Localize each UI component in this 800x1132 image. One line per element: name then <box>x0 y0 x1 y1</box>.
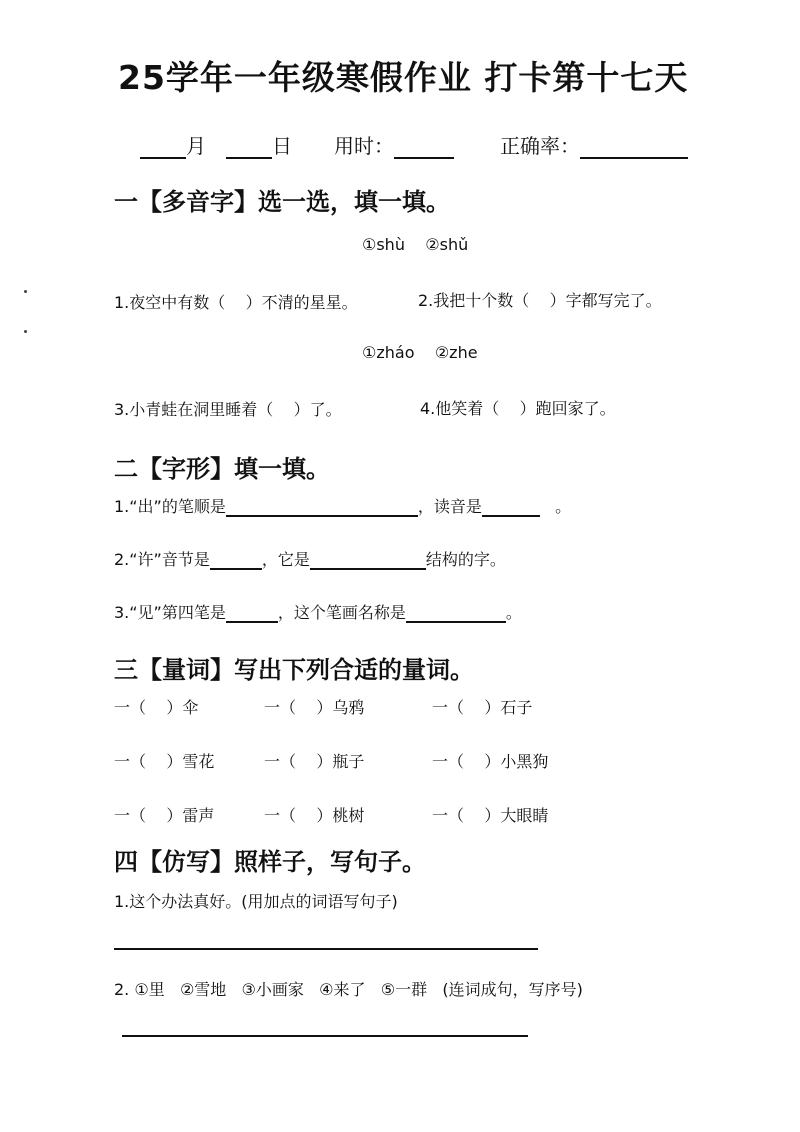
section1-q4: 4.他笑着（ ）跑回家了。 <box>420 399 616 418</box>
time-used <box>334 130 454 159</box>
measure-word-item: 一（ ）乌鸦 <box>264 698 365 717</box>
fourth-stroke-blank[interactable] <box>226 601 278 623</box>
day-label: 日 <box>272 134 292 158</box>
accuracy <box>500 130 688 159</box>
scan-speck <box>24 290 27 293</box>
section1-options-a: ①shù ②shǔ <box>362 235 469 254</box>
section1-title: 一【多音字】选一选，填一填。 <box>114 188 450 216</box>
section2-q2 <box>114 547 506 570</box>
section4-title: 四【仿写】照样子，写句子。 <box>114 848 426 876</box>
answer-line-1[interactable] <box>114 948 538 950</box>
measure-word-item: 一（ ）雷声 <box>114 806 215 825</box>
measure-word-item: 一（ ）雪花 <box>114 752 215 771</box>
section1-options-b: ①zháo ②zhe <box>362 343 478 362</box>
q3-mid: ，这个笔画名称是 <box>277 603 406 622</box>
syllable-blank[interactable] <box>210 548 262 570</box>
month-blank[interactable] <box>140 137 186 159</box>
section2-q3 <box>114 600 522 623</box>
stroke-name-blank[interactable] <box>406 601 506 623</box>
q2-end: 结构的字。 <box>425 550 506 569</box>
section2-q1 <box>114 494 571 517</box>
q1-mid: ，读音是 <box>417 497 482 516</box>
pronunciation-blank[interactable] <box>482 495 540 517</box>
page-title: 25学年一年级寒假作业 打卡第十七天 <box>118 58 689 97</box>
section3-title: 三【量词】写出下列合适的量词。 <box>114 656 474 684</box>
measure-word-item: 一（ ）瓶子 <box>264 752 365 771</box>
structure-blank[interactable] <box>310 548 426 570</box>
q1-end: 。 <box>555 497 572 516</box>
section1-q1: 1.夜空中有数（ ）不清的星星。 <box>114 293 358 312</box>
date-day <box>226 130 292 159</box>
q2-prefix: 2.“许”音节是 <box>114 550 210 569</box>
measure-word-item: 一（ ）石子 <box>432 698 533 717</box>
accuracy-blank[interactable] <box>580 137 688 159</box>
measure-word-item: 一（ ）伞 <box>114 698 199 717</box>
date-month <box>140 130 206 159</box>
day-blank[interactable] <box>226 137 272 159</box>
answer-line-2[interactable] <box>122 1035 528 1037</box>
time-used-label: 用时： <box>334 134 394 158</box>
section1-q3: 3.小青蛙在洞里睡着（ ）了。 <box>114 400 342 419</box>
section4-q2: 2. ①里 ②雪地 ③小画家 ④来了 ⑤一群 (连词成句，写序号) <box>114 980 583 999</box>
q3-prefix: 3.“见”第四笔是 <box>114 603 226 622</box>
month-label: 月 <box>186 134 206 158</box>
q2-mid: ，它是 <box>261 550 310 569</box>
time-used-blank[interactable] <box>394 137 454 159</box>
scan-speck <box>24 330 27 333</box>
section1-q2: 2.我把十个数（ ）字都写完了。 <box>418 291 662 310</box>
q3-end: 。 <box>505 603 522 622</box>
measure-word-item: 一（ ）小黑狗 <box>432 752 549 771</box>
accuracy-label: 正确率： <box>500 134 580 158</box>
measure-word-item: 一（ ）大眼睛 <box>432 806 549 825</box>
measure-word-item: 一（ ）桃树 <box>264 806 365 825</box>
section2-title: 二【字形】填一填。 <box>114 455 330 483</box>
q1-prefix: 1.“出”的笔顺是 <box>114 497 226 516</box>
stroke-order-blank[interactable] <box>226 495 418 517</box>
section4-q1: 1.这个办法真好。(用加点的词语写句子) <box>114 892 398 911</box>
